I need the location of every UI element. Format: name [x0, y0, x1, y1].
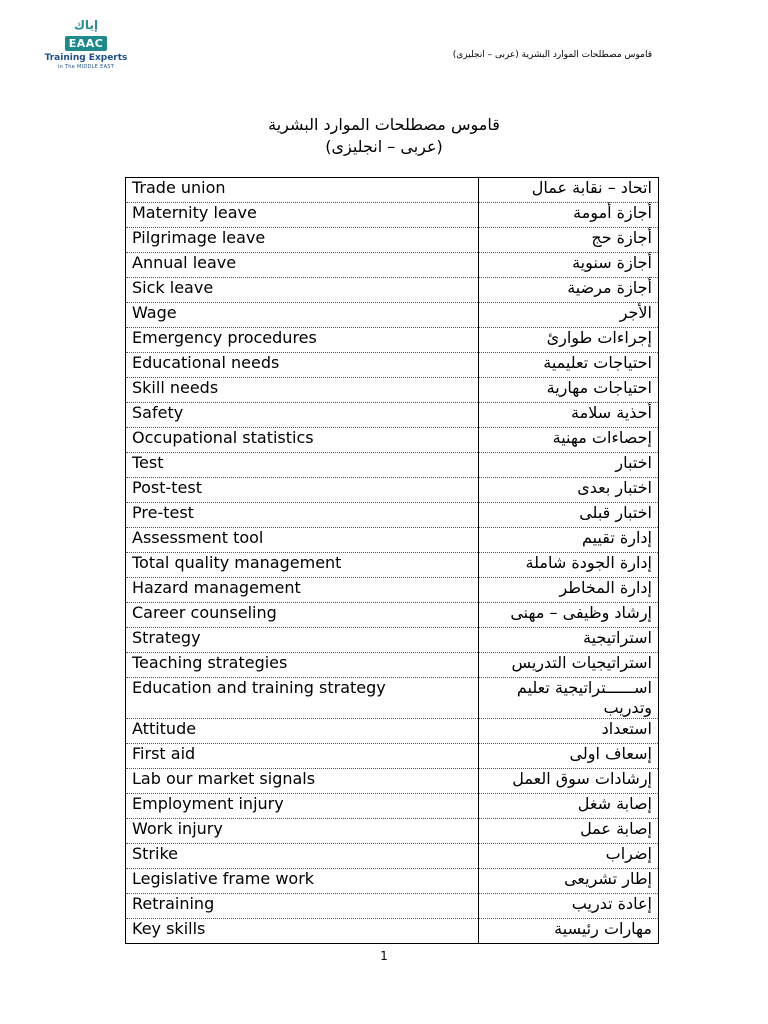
- table-row: [126, 453, 659, 478]
- table-row: [126, 378, 659, 403]
- english-term: Skill needs: [126, 378, 479, 403]
- table-row: [126, 578, 659, 603]
- table-row: [126, 253, 659, 278]
- english-term: Strike: [126, 844, 479, 869]
- english-term: Employment injury: [126, 794, 479, 819]
- arabic-term: إرشادات سوق العمل: [479, 769, 659, 794]
- table-row: [126, 553, 659, 578]
- arabic-term: احتياجات تعليمية: [479, 353, 659, 378]
- english-term: Safety: [126, 403, 479, 428]
- english-term: Post-test: [126, 478, 479, 503]
- arabic-term: اتحاد – نقابة عمال: [479, 178, 659, 203]
- english-term: Career counseling: [126, 603, 479, 628]
- arabic-term: إحصاءات مهنية: [479, 428, 659, 453]
- logo-arabic-wordmark: إياك: [73, 18, 99, 32]
- arabic-term: مهارات رئيسية: [479, 919, 659, 944]
- english-term: Educational needs: [126, 353, 479, 378]
- table-row: [126, 478, 659, 503]
- english-term: Legislative frame work: [126, 869, 479, 894]
- arabic-term: أجازة سنوية: [479, 253, 659, 278]
- glossary-table: [125, 177, 659, 944]
- arabic-term: اســــــتراتيجية تعليم وتدريب: [479, 678, 659, 719]
- english-term: Annual leave: [126, 253, 479, 278]
- arabic-term: إصابة شغل: [479, 794, 659, 819]
- title-line-2: (عربى – انجليزى): [325, 137, 443, 156]
- table-row: [126, 819, 659, 844]
- arabic-term: إجراءات طوارئ: [479, 328, 659, 353]
- table-row: [126, 303, 659, 328]
- table-row: [126, 503, 659, 528]
- english-term: Key skills: [126, 919, 479, 944]
- arabic-term: أجازة مرضية: [479, 278, 659, 303]
- english-term: Test: [126, 453, 479, 478]
- table-row: [126, 528, 659, 553]
- english-term: Trade union: [126, 178, 479, 203]
- english-term: Retraining: [126, 894, 479, 919]
- table-row: [126, 794, 659, 819]
- table-row: [126, 353, 659, 378]
- logo-tagline: Training Experts: [44, 53, 128, 63]
- english-term: Lab our market signals: [126, 769, 479, 794]
- english-term: Pre-test: [126, 503, 479, 528]
- english-term: Wage: [126, 303, 479, 328]
- english-term: Teaching strategies: [126, 653, 479, 678]
- english-term: Attitude: [126, 719, 479, 744]
- table-row: [126, 228, 659, 253]
- arabic-term: استراتيجية: [479, 628, 659, 653]
- company-logo: [44, 18, 128, 71]
- table-row: [126, 869, 659, 894]
- english-term: Assessment tool: [126, 528, 479, 553]
- english-term: Emergency procedures: [126, 328, 479, 353]
- document-title: [0, 114, 768, 158]
- table-row: [126, 653, 659, 678]
- glossary-body: [126, 178, 659, 944]
- arabic-term: إطار تشريعى: [479, 869, 659, 894]
- table-row: [126, 844, 659, 869]
- logo-subline: in The MIDDLE EAST: [57, 64, 115, 70]
- table-row: [126, 719, 659, 744]
- table-row: [126, 178, 659, 203]
- english-term: Occupational statistics: [126, 428, 479, 453]
- table-row: [126, 678, 659, 719]
- arabic-term: استراتيجيات التدريس: [479, 653, 659, 678]
- arabic-term: احتياجات مهارية: [479, 378, 659, 403]
- table-row: [126, 278, 659, 303]
- logo-badge: EAAC: [65, 36, 108, 51]
- arabic-term: استعداد: [479, 719, 659, 744]
- arabic-term: إدارة المخاطر: [479, 578, 659, 603]
- arabic-term: أحذية سلامة: [479, 403, 659, 428]
- arabic-term: أجازة حج: [479, 228, 659, 253]
- arabic-term: اختبار بعدى: [479, 478, 659, 503]
- table-row: [126, 744, 659, 769]
- english-term: Maternity leave: [126, 203, 479, 228]
- table-row: [126, 769, 659, 794]
- arabic-term: الأجر: [479, 303, 659, 328]
- english-term: First aid: [126, 744, 479, 769]
- arabic-term: إسعاف اولى: [479, 744, 659, 769]
- arabic-term: إعادة تدريب: [479, 894, 659, 919]
- table-row: [126, 428, 659, 453]
- table-row: [126, 628, 659, 653]
- table-row: [126, 203, 659, 228]
- title-line-1: قاموس مصطلحات الموارد البشرية: [268, 115, 500, 134]
- arabic-term: إرشاد وظيفى – مهنى: [479, 603, 659, 628]
- english-term: Pilgrimage leave: [126, 228, 479, 253]
- table-row: [126, 603, 659, 628]
- english-term: Total quality management: [126, 553, 479, 578]
- arabic-term: أجازة أمومة: [479, 203, 659, 228]
- table-row: [126, 328, 659, 353]
- english-term: Work injury: [126, 819, 479, 844]
- english-term: Hazard management: [126, 578, 479, 603]
- arabic-term: اختبار قبلى: [479, 503, 659, 528]
- english-term: Sick leave: [126, 278, 479, 303]
- table-row: [126, 919, 659, 944]
- arabic-term: اختبار: [479, 453, 659, 478]
- arabic-term: إضراب: [479, 844, 659, 869]
- arabic-term: إدارة الجودة شاملة: [479, 553, 659, 578]
- running-header: قاموس مصطلحات الموارد البشرية (عربى – انجليزى): [452, 50, 652, 60]
- english-term: Strategy: [126, 628, 479, 653]
- table-row: [126, 403, 659, 428]
- english-term: Education and training strategy: [126, 678, 479, 719]
- page-number: 1: [380, 949, 388, 963]
- arabic-term: إصابة عمل: [479, 819, 659, 844]
- table-row: [126, 894, 659, 919]
- arabic-term: إدارة تقييم: [479, 528, 659, 553]
